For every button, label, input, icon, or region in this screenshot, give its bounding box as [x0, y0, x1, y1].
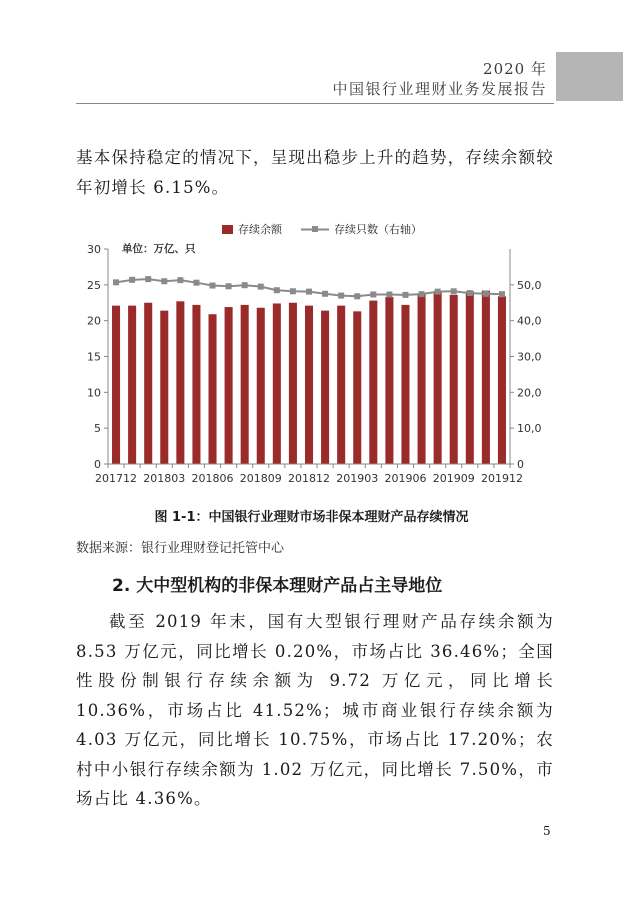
bar — [321, 311, 329, 464]
bar — [450, 295, 458, 464]
chart-unit-label: 单位：万亿、只 — [122, 243, 196, 255]
bar — [369, 301, 377, 464]
line-point — [338, 293, 344, 299]
x-tick-label: 201912 — [480, 472, 523, 485]
x-tick-label: 201809 — [239, 472, 282, 485]
right-tick-label: 0 — [517, 458, 524, 471]
line-point — [177, 277, 183, 283]
x-tick-label: 201903 — [336, 472, 379, 485]
bar — [112, 306, 120, 464]
left-tick-label: 20 — [87, 314, 101, 328]
figure-caption: 图 1-1：中国银行业理财市场非保本理财产品存续情况 — [154, 510, 469, 525]
line-point — [451, 288, 457, 294]
bar — [289, 303, 297, 464]
paragraph-intro: 基本保持稳定的情况下，呈现出稳步上升的趋势，存续余额较年初增长 6.15%。 — [76, 148, 554, 197]
line-point — [483, 291, 489, 297]
header-rule — [76, 103, 554, 104]
balance-chart — [76, 212, 546, 494]
bar — [466, 291, 474, 464]
x-tick-label: 201712 — [95, 472, 138, 485]
bar — [337, 306, 345, 464]
line-point — [402, 292, 408, 298]
x-tick-label: 201906 — [384, 472, 427, 485]
bar — [482, 291, 490, 464]
data-source: 数据来源：银行业理财登记托管中心 — [76, 541, 285, 556]
line-point — [322, 291, 328, 297]
left-tick-label: 15 — [87, 350, 101, 364]
line-point — [129, 277, 135, 283]
right-axis — [510, 249, 542, 471]
x-tick-label: 201803 — [143, 472, 186, 485]
x-tick-label: 201812 — [288, 472, 330, 485]
line-point — [370, 292, 376, 298]
header-gray-block — [556, 52, 623, 101]
paragraph-market-share: 截至 2019 年末，国有大型银行理财产品存续余额为 8.53 万亿元，同比增长 0.20%，市场占比 36.46%；全国性股份制银行存续余额为 9.72 万亿元，同比增长 10.36%，市场占比 41.52%；城市商业银行存续余额为 4.03 万亿元，同比增长 10.75%，市场占比 17.20%；农村中小银行存续余额为 1.02 万亿元，同比增长 7.50%，市场占比 4.36%。 — [76, 612, 554, 808]
header-year: 2020 年 — [483, 60, 547, 78]
bar — [128, 306, 136, 464]
line-point — [274, 287, 280, 293]
line-series — [113, 276, 505, 299]
left-tick-label: 10 — [87, 386, 101, 400]
line-point — [499, 291, 505, 297]
right-tick-label: 40,0 — [517, 314, 542, 328]
bar — [160, 311, 168, 464]
bar-series — [112, 291, 506, 464]
line-point — [258, 284, 264, 290]
x-axis — [95, 464, 523, 485]
bar — [305, 306, 313, 464]
chart-container — [76, 212, 546, 494]
left-tick-label: 0 — [94, 458, 101, 471]
bar — [225, 307, 233, 464]
legend-marker-line — [312, 226, 318, 232]
left-axis — [87, 243, 108, 471]
bar — [273, 303, 281, 464]
right-tick-label: 20,0 — [517, 386, 542, 400]
section-heading: 2. 大中型机构的非保本理财产品占主导地位 — [112, 576, 443, 596]
line-point — [226, 283, 232, 289]
left-tick-label: 5 — [94, 422, 101, 436]
bar — [401, 305, 409, 464]
bar — [498, 296, 506, 464]
right-tick-label: 10,0 — [517, 422, 542, 436]
bar — [353, 311, 361, 464]
bar — [257, 308, 265, 464]
legend-label-bar: 存续余额 — [238, 223, 282, 236]
bar — [144, 303, 152, 464]
x-tick-label: 201909 — [432, 472, 475, 485]
header-title: 中国银行业理财业务发展报告 — [332, 80, 547, 98]
bar — [241, 305, 249, 464]
right-tick-label: 50,0 — [517, 278, 542, 292]
page-number: 5 — [543, 824, 551, 838]
line-point — [242, 282, 248, 288]
bar — [385, 297, 393, 464]
line-point — [467, 290, 473, 296]
line-point — [290, 288, 296, 294]
left-tick-label: 25 — [87, 278, 101, 292]
line-point — [113, 279, 119, 285]
left-tick-label: 30 — [87, 243, 101, 256]
line-point — [354, 293, 360, 299]
x-tick-label: 201806 — [191, 472, 234, 485]
line-point — [145, 276, 151, 282]
bar — [176, 301, 184, 464]
line-point — [210, 283, 216, 289]
line-point — [306, 289, 312, 295]
bar — [192, 305, 200, 464]
line-point — [193, 280, 199, 286]
line-point — [161, 278, 167, 284]
legend-label-line: 存续只数（右轴） — [334, 223, 422, 236]
bar — [418, 293, 426, 464]
line-point — [435, 289, 441, 295]
line-point — [386, 292, 392, 298]
right-tick-label: 30,0 — [517, 350, 542, 364]
bar — [434, 291, 442, 464]
line-point — [419, 291, 425, 297]
legend-swatch-bar — [222, 225, 233, 234]
chart-legend — [222, 222, 422, 236]
bar — [209, 314, 217, 464]
